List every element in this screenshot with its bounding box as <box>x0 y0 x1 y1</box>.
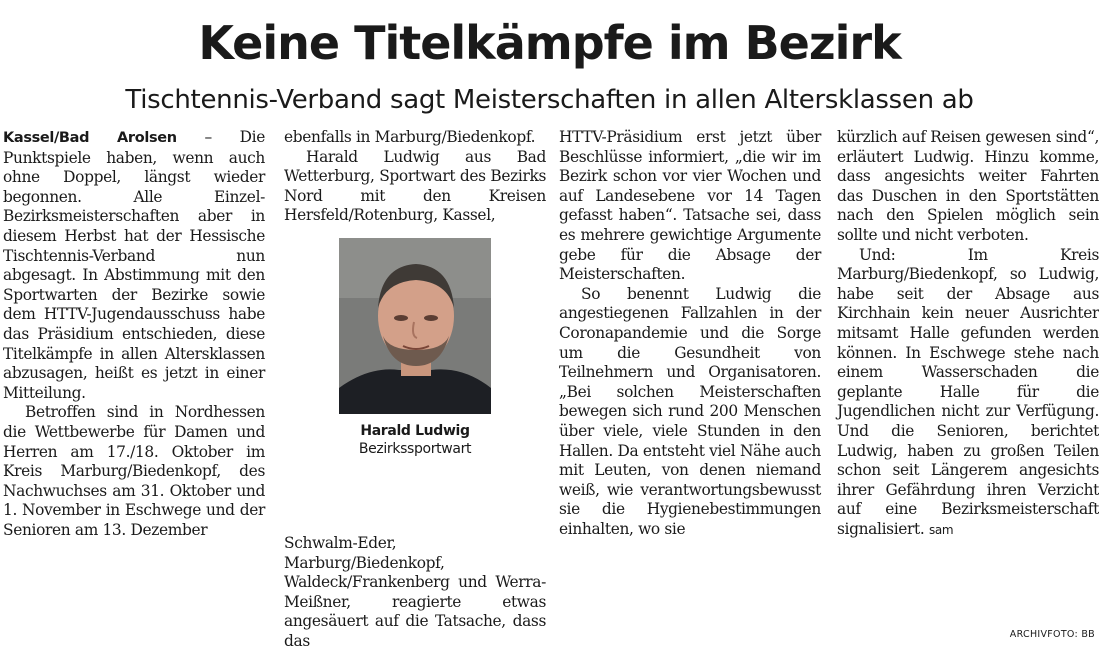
caption-name: Harald Ludwig <box>360 422 470 439</box>
portrait-image <box>339 238 491 414</box>
paragraph: Und: Im Kreis Marburg/Biedenkopf, so Ludwig, habe seit der Absage aus Kirchhain kein neuer Ausrichter mitsamt Halle gefunden werden können. In Eschwege stehe nach einem Wasserschaden die geplante Halle für die Jugendlichen nicht zur Verfügung. Und die Senioren, berichtet Ludwig, haben zu großen Teilen schon seit Längerem angesichts ihrer Gefährdung ihren Verzicht auf eine Bezirksmeisterschaft signalisiert. sam <box>837 245 1099 538</box>
paragraph: Betroffen sind in Nordhessen die Wettbewerbe für Damen und Herren am 17./18. Oktober im Kreis Marburg/Biedenkopf, des Nachwuchses am 31. Oktober und 1. November in Eschwege und der Senioren am 13. Dezember <box>3 403 265 539</box>
article-column-2 <box>284 128 546 648</box>
paragraph: Harald Ludwig aus Bad Wetterburg, Sportwart des Bezirks Nord mit den Kreisen Hersfeld/Rotenburg, Kassel, <box>284 147 546 225</box>
paragraph: So benennt Ludwig die angestiegenen Fallzahlen in der Coronapandemie und die Sorge um die Gesundheit von Teilnehmern und Organisatoren. „Bei solchen Meisterschaften bewegen sich rund 200 Menschen über viele, viele Stunden in den Hallen. Da entsteht viel Nähe auch mit Leuten, von denen niemand weiß, wie verantwortungsbewusst sie die Hygienebestimmungen einhalten, wo sie <box>559 284 821 538</box>
paragraph: kürzlich auf Reisen gewesen sind“, erläutert Ludwig. Hinzu komme, dass angesichts weiter Fahrten das Duschen in den Sportstätten nach den Spielen möglich sein sollte und nicht verboten. <box>837 128 1099 244</box>
subheadline: Tischtennis-Verband sagt Meisterschaften in allen Altersklassen ab <box>125 85 974 115</box>
headline: Keine Titelkämpfe im Bezirk <box>198 16 901 70</box>
column-2-continuation <box>284 534 546 652</box>
photo-credit: ARCHIVFOTO: BB <box>1009 629 1095 640</box>
author-tag: sam <box>928 522 954 537</box>
paragraph: Kassel/Bad Arolsen – Die Punktspiele haben, wenn auch ohne Doppel, längst wieder begonnen. Alle Einzel-Bezirksmeisterschaften aber in diesem Herbst hat der Hessische Tischtennis-Verband nun abgesagt. In Abstimmung mit den Sportwarten der Bezirke sowie dem HTTV-Jugendausschuss habe das Präsidium entschieden, diese Titelkämpfe in allen Altersklassen abzusagen, heißt es jetzt in einer Mitteilung. <box>3 128 265 402</box>
article-column-3 <box>559 128 821 539</box>
paragraph: Schwalm-Eder, Marburg/Biedenkopf, Waldeck/Frankenberg und Werra-Meißner, reagierte etwas angesäuert auf die Tatsache, dass das <box>284 534 546 650</box>
portrait-photo <box>339 238 491 414</box>
photo-caption <box>284 422 546 458</box>
dateline: Kassel/Bad Arolsen <box>3 130 177 146</box>
caption-role: Bezirkssportwart <box>358 440 472 457</box>
paragraph: HTTV-Präsidium erst jetzt über Beschlüsse informiert, „die wir im Bezirk schon vor vier Wochen und auf Landesebene vor 14 Tagen gefasst haben“. Tatsache sei, dass es mehrere gewichtige Argumente gebe für die Absage der Meisterschaften. <box>559 128 821 284</box>
article-column-1 <box>3 128 265 540</box>
paragraph: ebenfalls in Marburg/Biedenkopf. <box>284 128 536 146</box>
article-column-4 <box>837 128 1099 540</box>
